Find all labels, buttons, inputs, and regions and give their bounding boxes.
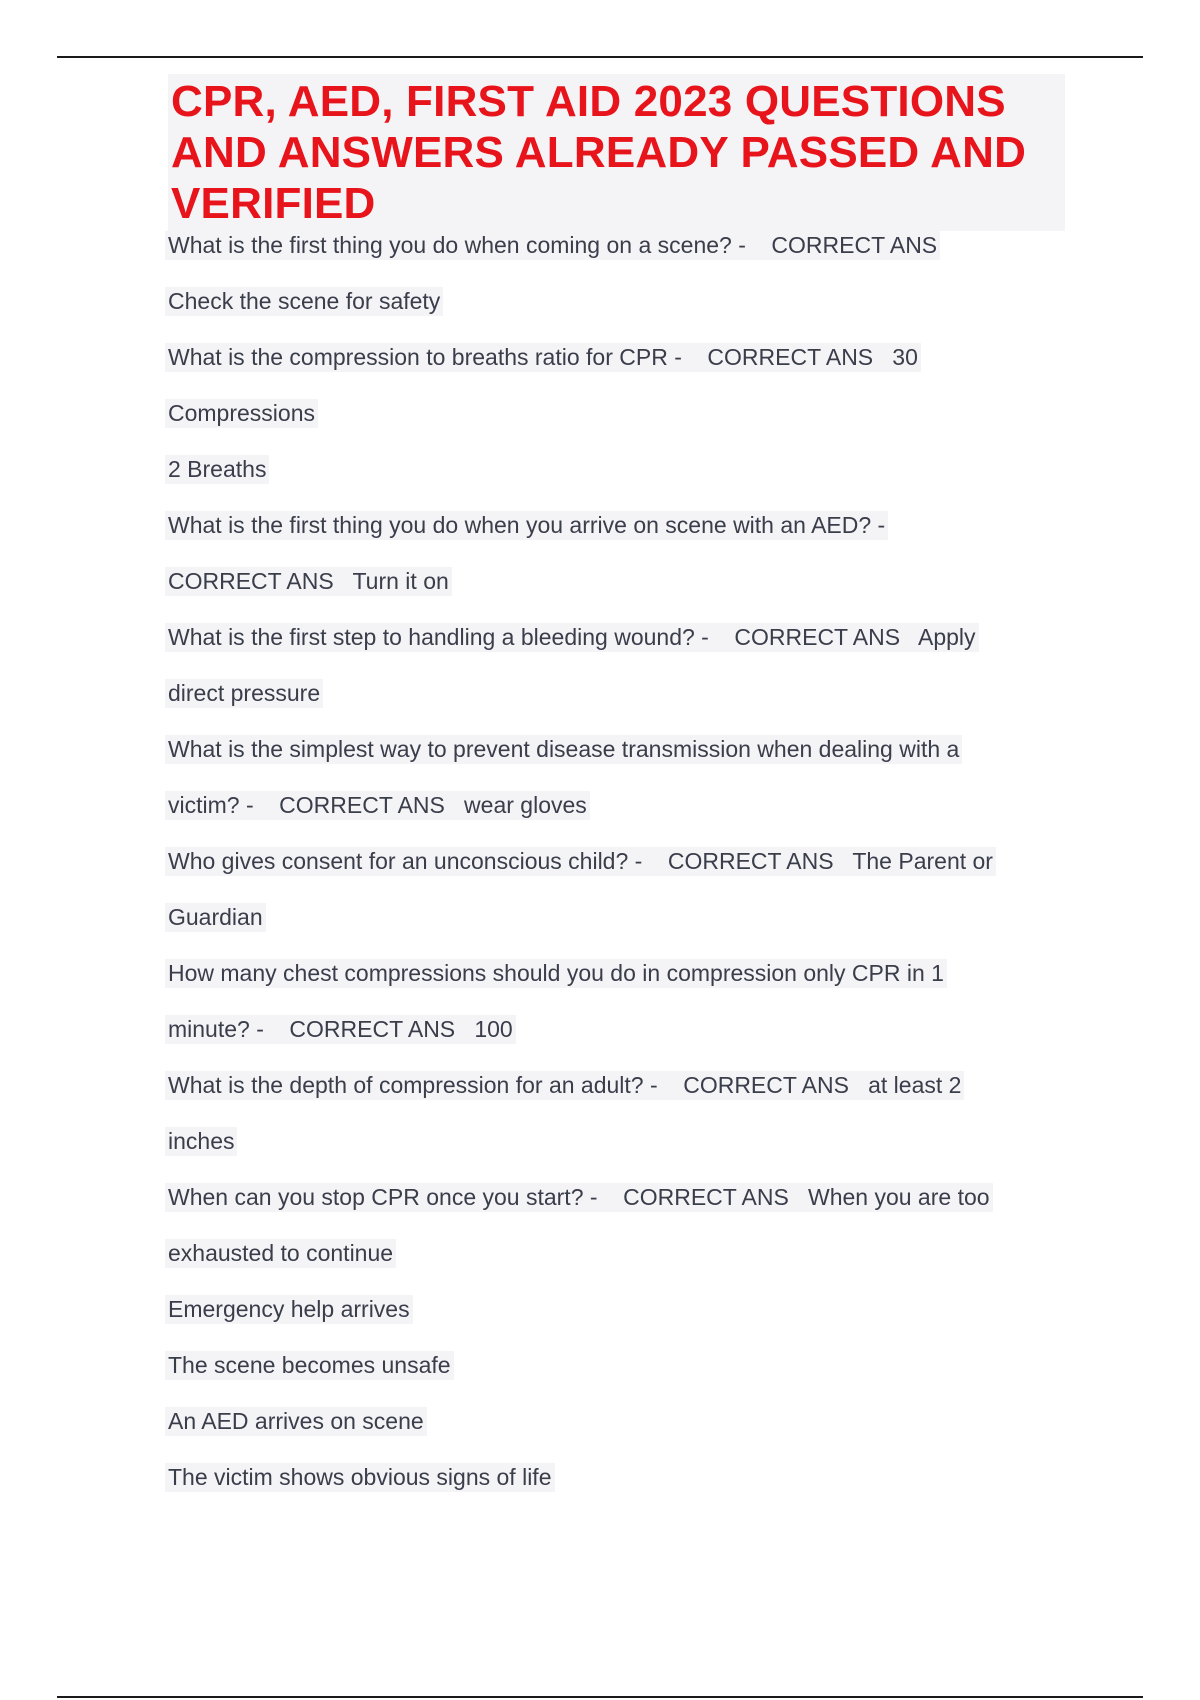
text-line: The victim shows obvious signs of life — [168, 1463, 1068, 1519]
text-line: minute? - CORRECT ANS 100 — [168, 1015, 1068, 1071]
text-line: When can you stop CPR once you start? - CORRECT ANS When you are too — [168, 1183, 1068, 1239]
text-line: inches — [168, 1127, 1068, 1183]
text-line: Check the scene for safety — [168, 287, 1068, 343]
text-line: Compressions — [168, 399, 1068, 455]
text-line: direct pressure — [168, 679, 1068, 735]
text-line: What is the simplest way to prevent disease transmission when dealing with a — [168, 735, 1068, 791]
text-line: How many chest compressions should you do in compression only CPR in 1 — [168, 959, 1068, 1015]
text-line: What is the depth of compression for an adult? - CORRECT ANS at least 2 — [168, 1071, 1068, 1127]
document-title: CPR, AED, FIRST AID 2023 QUESTIONS AND ANSWERS ALREADY PASSED AND VERIFIED — [168, 74, 1065, 231]
bottom-rule — [57, 1696, 1143, 1698]
text-line: 2 Breaths — [168, 455, 1068, 511]
top-rule — [57, 56, 1143, 58]
qa-list — [168, 231, 1068, 1519]
document-body — [168, 74, 1068, 1519]
text-line: Guardian — [168, 903, 1068, 959]
text-line: What is the first thing you do when you arrive on scene with an AED? - — [168, 511, 1068, 567]
text-line: An AED arrives on scene — [168, 1407, 1068, 1463]
text-line: Who gives consent for an unconscious child? - CORRECT ANS The Parent or — [168, 847, 1068, 903]
text-line: The scene becomes unsafe — [168, 1351, 1068, 1407]
text-line: What is the compression to breaths ratio for CPR - CORRECT ANS 30 — [168, 343, 1068, 399]
text-line: What is the first step to handling a bleeding wound? - CORRECT ANS Apply — [168, 623, 1068, 679]
text-line: What is the first thing you do when coming on a scene? - CORRECT ANS — [168, 231, 1068, 287]
text-line: CORRECT ANS Turn it on — [168, 567, 1068, 623]
text-line: victim? - CORRECT ANS wear gloves — [168, 791, 1068, 847]
text-line: Emergency help arrives — [168, 1295, 1068, 1351]
text-line: exhausted to continue — [168, 1239, 1068, 1295]
